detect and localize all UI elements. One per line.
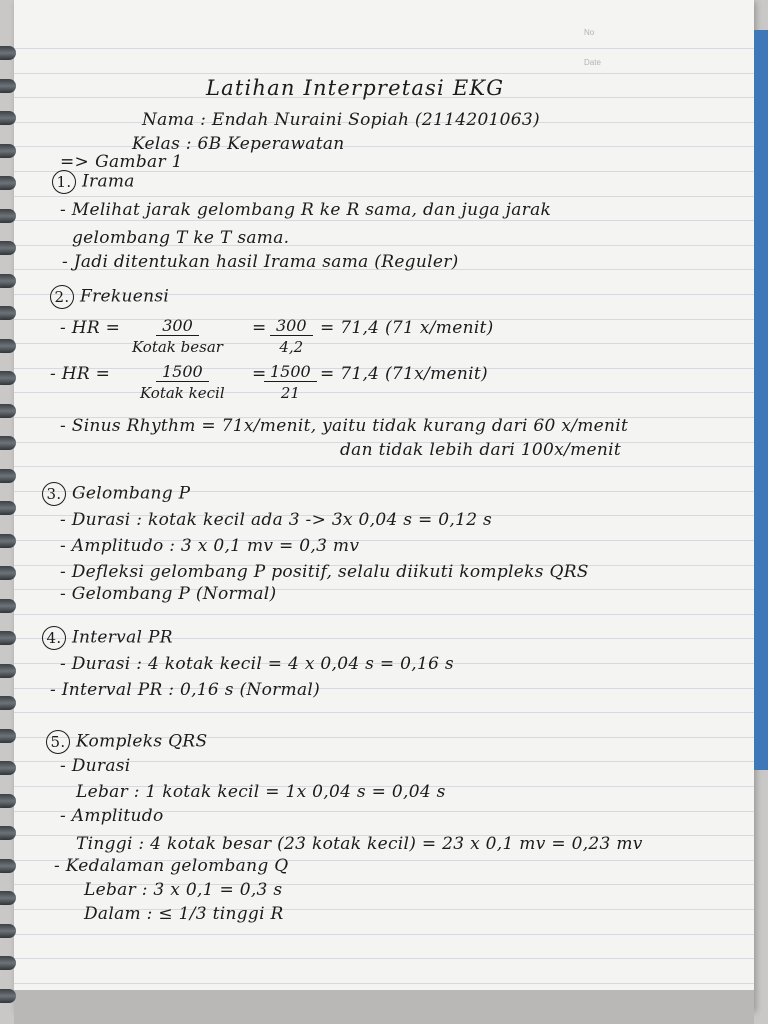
ruled-line	[14, 958, 754, 959]
section-2-title: Frekuensi	[80, 286, 170, 307]
hr-2-denominator: Kotak kecil	[140, 384, 225, 402]
section-1-number: 1.	[52, 170, 76, 194]
notebook-page	[14, 0, 754, 1010]
section-5-title: Kompleks QRS	[76, 731, 208, 752]
binding-hole	[0, 989, 16, 1003]
section-4-line-2: - Interval PR : 0,16 s (Normal)	[50, 680, 321, 700]
hr-1-fraction	[132, 316, 223, 357]
section-4-title: Interval PR	[72, 627, 173, 648]
section-3-line-1: - Durasi : kotak kecil ada 3 -> 3x 0,04 s = 0,12 s	[60, 510, 493, 530]
section-5-line-7: Dalam : ≤ 1/3 tinggi R	[84, 904, 284, 924]
binding-hole	[0, 729, 16, 743]
no-label: No	[584, 28, 595, 37]
binding-hole	[0, 664, 16, 678]
hr-1-result: = 71,4 (71 x/menit)	[320, 318, 494, 338]
binding-hole	[0, 46, 16, 60]
hr-2-prefix: - HR =	[50, 364, 111, 384]
section-5-line-4: Tinggi : 4 kotak besar (23 kotak kecil) = 23 x 0,1 mv = 0,23 mv	[76, 834, 643, 854]
section-5-heading	[46, 730, 207, 754]
binding-hole	[0, 891, 16, 905]
student-class: Kelas : 6B Keperawatan	[132, 134, 345, 154]
binding-hole	[0, 924, 16, 938]
date-label: Date	[584, 58, 601, 67]
sinus-rhythm-line-1: - Sinus Rhythm = 71x/menit, yaitu tidak kurang dari 60 x/menit	[60, 416, 629, 436]
ruled-line	[14, 220, 754, 221]
hr-1-numerator: 300	[156, 316, 199, 336]
binding-hole	[0, 371, 16, 385]
section-3-line-3: - Defleksi gelombang P positif, selalu diikuti kompleks QRS	[60, 562, 589, 582]
figure-label: Gambar 1	[95, 152, 183, 172]
ruled-line	[14, 614, 754, 615]
section-1-title: Irama	[82, 171, 135, 192]
binding-hole	[0, 761, 16, 775]
student-name: Nama : Endah Nuraini Sopiah (2114201063)	[142, 110, 540, 130]
binding-hole	[0, 111, 16, 125]
binding-hole	[0, 859, 16, 873]
binding-hole	[0, 339, 16, 353]
hr-1-denominator-2: 4,2	[279, 338, 304, 356]
ruled-line	[14, 73, 754, 74]
section-4-number: 4.	[42, 626, 66, 650]
sinus-rhythm-line-2: dan tidak lebih dari 100x/menit	[340, 440, 621, 460]
section-2-number: 2.	[50, 285, 74, 309]
binding-hole	[0, 501, 16, 515]
hr-2-fraction-2	[264, 362, 317, 403]
hr-2-denominator-2: 21	[280, 384, 300, 402]
hr-2-equals: =	[252, 364, 267, 384]
section-4-line-1: - Durasi : 4 kotak kecil = 4 x 0,04 s = 0,16 s	[60, 654, 454, 674]
section-5-number: 5.	[46, 730, 70, 754]
section-1-line-2: gelombang T ke T sama.	[72, 228, 290, 248]
ruled-line	[14, 712, 754, 713]
spiral-binding	[0, 0, 24, 1024]
hr-1-equals: =	[252, 318, 267, 338]
figure-heading	[60, 152, 183, 172]
binding-hole	[0, 79, 16, 93]
ruled-line	[14, 983, 754, 984]
page-bottom-edge	[14, 990, 754, 1024]
binding-hole	[0, 826, 16, 840]
section-1-line-3: - Jadi ditentukan hasil Irama sama (Reguler)	[62, 252, 459, 272]
section-1-line-1: - Melihat jarak gelombang R ke R sama, dan juga jarak	[60, 200, 552, 220]
section-5-line-5: - Kedalaman gelombang Q	[54, 856, 289, 876]
hr-1-prefix: - HR =	[60, 318, 121, 338]
binding-hole	[0, 144, 16, 158]
ruled-line	[14, 934, 754, 935]
binding-hole	[0, 566, 16, 580]
binding-hole	[0, 534, 16, 548]
binding-hole	[0, 176, 16, 190]
hr-2-numerator-2: 1500	[264, 362, 317, 382]
binding-hole	[0, 241, 16, 255]
hr-2-fraction	[140, 362, 225, 403]
double-arrow-icon: =>	[60, 152, 90, 172]
binding-hole	[0, 209, 16, 223]
section-3-title: Gelombang P	[72, 483, 191, 504]
section-5-line-2: Lebar : 1 kotak kecil = 1x 0,04 s = 0,04 s	[76, 782, 446, 802]
ruled-line	[14, 466, 754, 467]
hr-2-numerator: 1500	[156, 362, 209, 382]
section-4-heading	[42, 626, 173, 650]
ruled-line	[14, 392, 754, 393]
ruled-line	[14, 146, 754, 147]
ruled-line	[14, 48, 754, 49]
binding-hole	[0, 631, 16, 645]
ruled-line	[14, 196, 754, 197]
section-3-heading	[42, 482, 190, 506]
binding-hole	[0, 599, 16, 613]
binding-hole	[0, 436, 16, 450]
section-3-line-4: - Gelombang P (Normal)	[60, 584, 277, 604]
section-3-line-2: - Amplitudo : 3 x 0,1 mv = 0,3 mv	[60, 536, 360, 556]
binding-hole	[0, 956, 16, 970]
binding-hole	[0, 469, 16, 483]
binding-hole	[0, 306, 16, 320]
hr-1-numerator-2: 300	[270, 316, 313, 336]
hr-1-fraction-2	[270, 316, 313, 357]
page-title: Latihan Interpretasi EKG	[206, 76, 505, 100]
hr-1-denominator: Kotak besar	[132, 338, 223, 356]
hr-2-result: = 71,4 (71x/menit)	[320, 364, 488, 384]
section-5-line-6: Lebar : 3 x 0,1 = 0,3 s	[84, 880, 283, 900]
binding-hole	[0, 696, 16, 710]
section-5-line-1: - Durasi	[60, 756, 131, 776]
section-3-number: 3.	[42, 482, 66, 506]
binding-hole	[0, 274, 16, 288]
section-5-line-3: - Amplitudo	[60, 806, 164, 826]
binding-hole	[0, 404, 16, 418]
section-1-heading	[52, 170, 135, 194]
section-2-heading	[50, 285, 169, 309]
ruled-line	[14, 343, 754, 344]
binding-hole	[0, 794, 16, 808]
notebook-divider-tab	[754, 30, 768, 770]
